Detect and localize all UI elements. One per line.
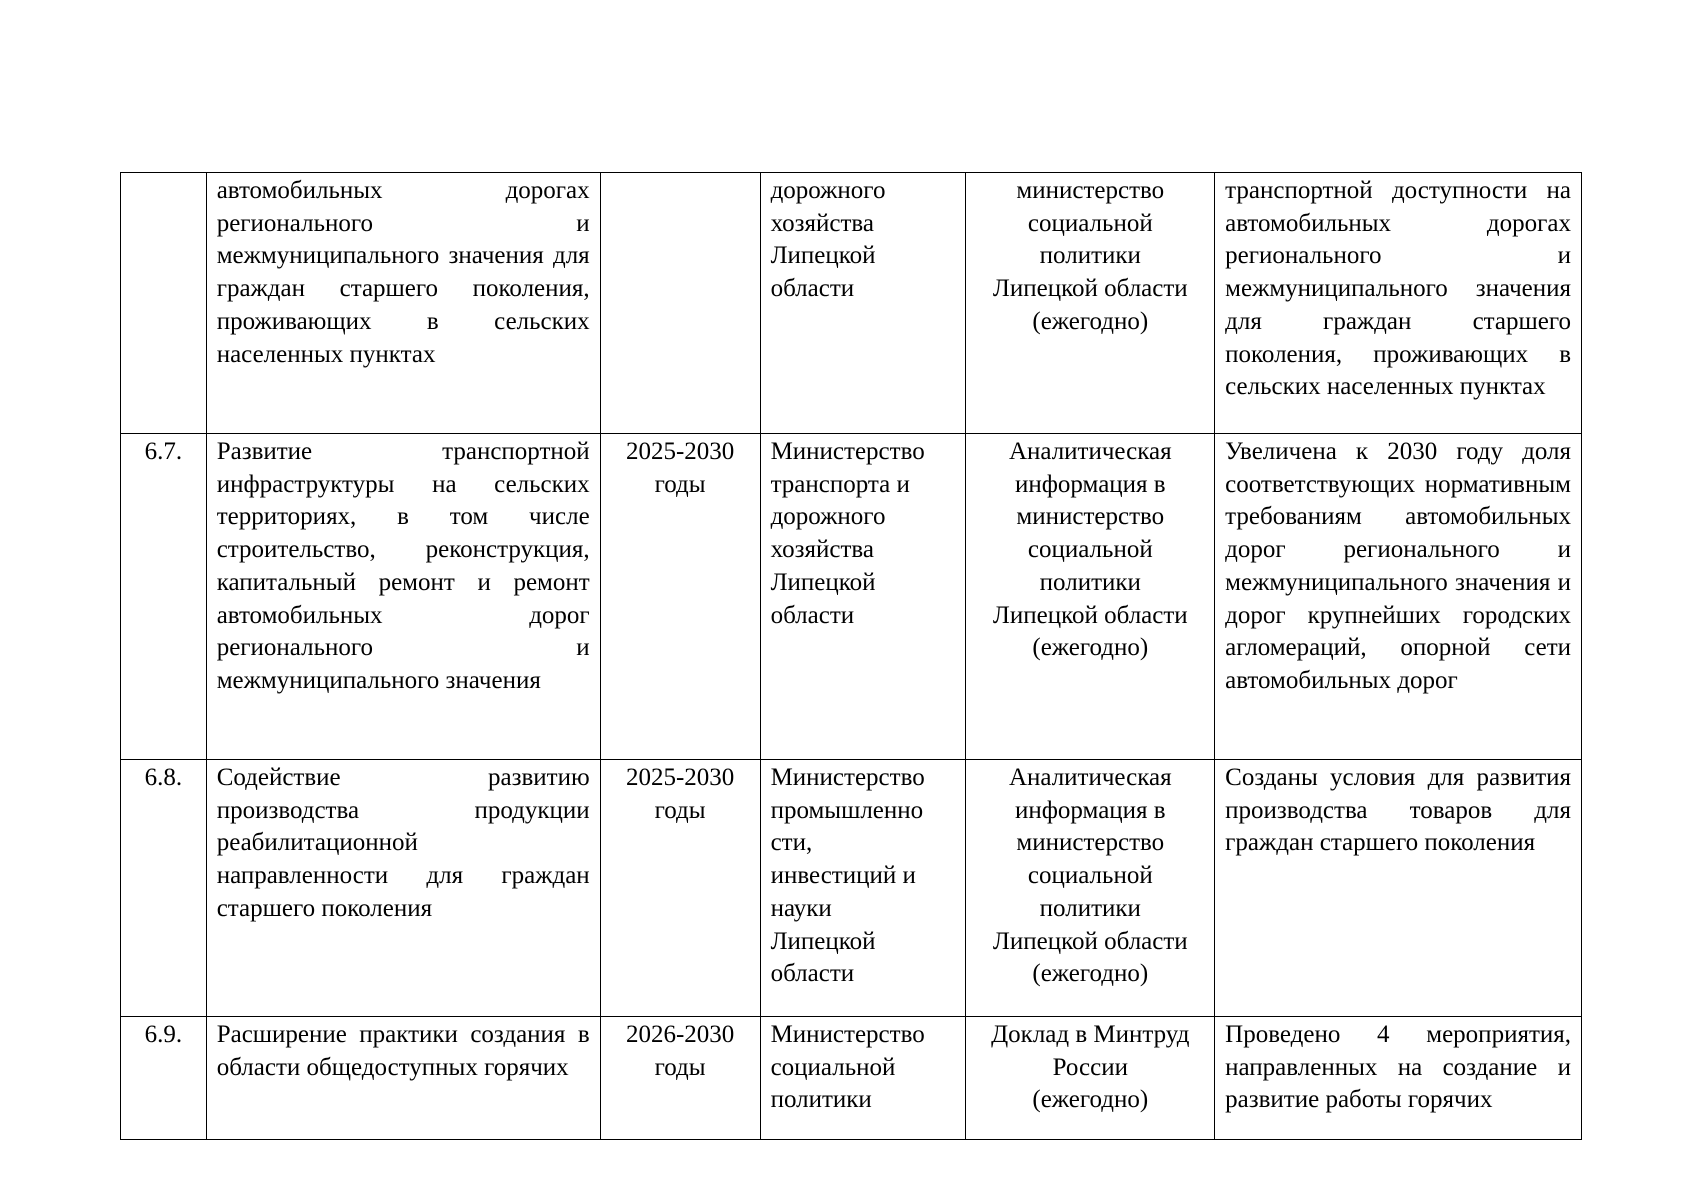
responsible-line: Министерство (770, 438, 925, 465)
responsible-cell (760, 173, 966, 434)
measure-name-cell: автомобильных дорогах регионального и межмуниципального значения для граждан старшего поколения, проживающих в сельских населенных пунктах (206, 173, 600, 434)
report-line: (ежегодно) (1032, 634, 1149, 662)
responsible-line: инвестиций и (770, 862, 916, 890)
responsible-line: науки (770, 894, 832, 922)
report-line: политики (1039, 242, 1141, 270)
report-line: политики (1039, 894, 1141, 922)
responsible-cell (760, 760, 966, 1017)
period-unit: годы (654, 470, 706, 498)
report-line: социальной (1027, 536, 1153, 564)
report-line: информация в (1014, 796, 1166, 824)
report-line: министерство (1016, 829, 1165, 857)
responsible-line: дорожного (770, 177, 886, 204)
period-years: 2026-2030 (625, 1021, 735, 1048)
report-form-cell (966, 1017, 1215, 1140)
responsible-line: промышленно (770, 796, 924, 824)
report-line: Аналитическая (1008, 764, 1172, 791)
responsible-line: Министерство (770, 1021, 925, 1048)
expected-result-cell: Увеличена к 2030 году доля соответствующих нормативным требованиям автомобильных дорог регионального и межмуниципального значения и дорог крупнейших городских агломераций, опорной сети автомобильных дорог (1215, 434, 1582, 760)
table-row (121, 434, 1582, 760)
report-form-cell (966, 434, 1215, 760)
report-form-cell (966, 173, 1215, 434)
expected-result-cell: Проведено 4 мероприятия, направленных на создание и развитие работы горячих (1215, 1017, 1582, 1140)
report-line: Аналитическая (1008, 438, 1172, 465)
report-line: социальной (1027, 209, 1153, 237)
responsible-line: области (770, 601, 855, 629)
responsible-line: сти, (770, 829, 813, 857)
period-unit: годы (654, 796, 706, 824)
period-cell (600, 434, 760, 760)
item-number-cell (121, 173, 207, 434)
table-row (121, 173, 1582, 434)
report-line: Липецкой области (992, 601, 1188, 629)
responsible-line: дорожного (770, 503, 886, 531)
action-plan-table (120, 172, 1582, 1140)
responsible-line: социальной (770, 1053, 896, 1081)
period-years: 2025-2030 (625, 764, 735, 791)
report-line: России (1052, 1053, 1128, 1081)
expected-result-cell: транспортной доступности на автомобильных дорогах регионального и межмуниципального значения для граждан старшего поколения, проживающих в сельских населенных пунктах (1215, 173, 1582, 434)
period-cell (600, 760, 760, 1017)
period-cell (600, 1017, 760, 1140)
report-line: (ежегодно) (1032, 307, 1149, 335)
item-number-cell: 6.8. (121, 760, 207, 1017)
report-line: Липецкой области (992, 927, 1188, 955)
responsible-line: хозяйства (770, 536, 874, 564)
responsible-line: политики (770, 1086, 872, 1114)
responsible-line: области (770, 275, 855, 303)
measure-name-cell: Расширение практики создания в области общедоступных горячих (206, 1017, 600, 1140)
period-cell (600, 173, 760, 434)
table-row (121, 1017, 1582, 1140)
report-form-cell (966, 760, 1215, 1017)
item-number-cell: 6.7. (121, 434, 207, 760)
responsible-line: хозяйства (770, 209, 874, 237)
report-line: (ежегодно) (1032, 960, 1149, 988)
responsible-line: Липецкой (770, 242, 876, 270)
responsible-cell (760, 1017, 966, 1140)
report-line: политики (1039, 568, 1141, 596)
table-row (121, 760, 1582, 1017)
responsible-line: транспорта и (770, 470, 910, 498)
period-unit: годы (654, 1053, 706, 1081)
expected-result-cell: Созданы условия для развития производства товаров для граждан старшего поколения (1215, 760, 1582, 1017)
responsible-line: Липецкой (770, 927, 876, 955)
item-number-cell: 6.9. (121, 1017, 207, 1140)
report-line: министерство (1016, 503, 1165, 531)
report-line: информация в (1014, 470, 1166, 498)
responsible-cell (760, 434, 966, 760)
responsible-line: области (770, 960, 855, 988)
report-line: социальной (1027, 862, 1153, 890)
report-line: (ежегодно) (1032, 1086, 1149, 1114)
report-line: Липецкой области (992, 275, 1188, 303)
responsible-line: Министерство (770, 764, 925, 791)
period-years: 2025-2030 (625, 438, 735, 465)
measure-name-cell: Содействие развитию производства продукции реабилитационной направленности для граждан старшего поколения (206, 760, 600, 1017)
report-line: министерство (1016, 177, 1165, 204)
responsible-line: Липецкой (770, 568, 876, 596)
measure-name-cell: Развитие транспортной инфраструктуры на сельских территориях, в том числе строительство, реконструкция, капитальный ремонт и ремонт автомобильных дорог регионального и межмуниципального значения (206, 434, 600, 760)
report-line: Доклад в Минтруд (991, 1021, 1190, 1048)
